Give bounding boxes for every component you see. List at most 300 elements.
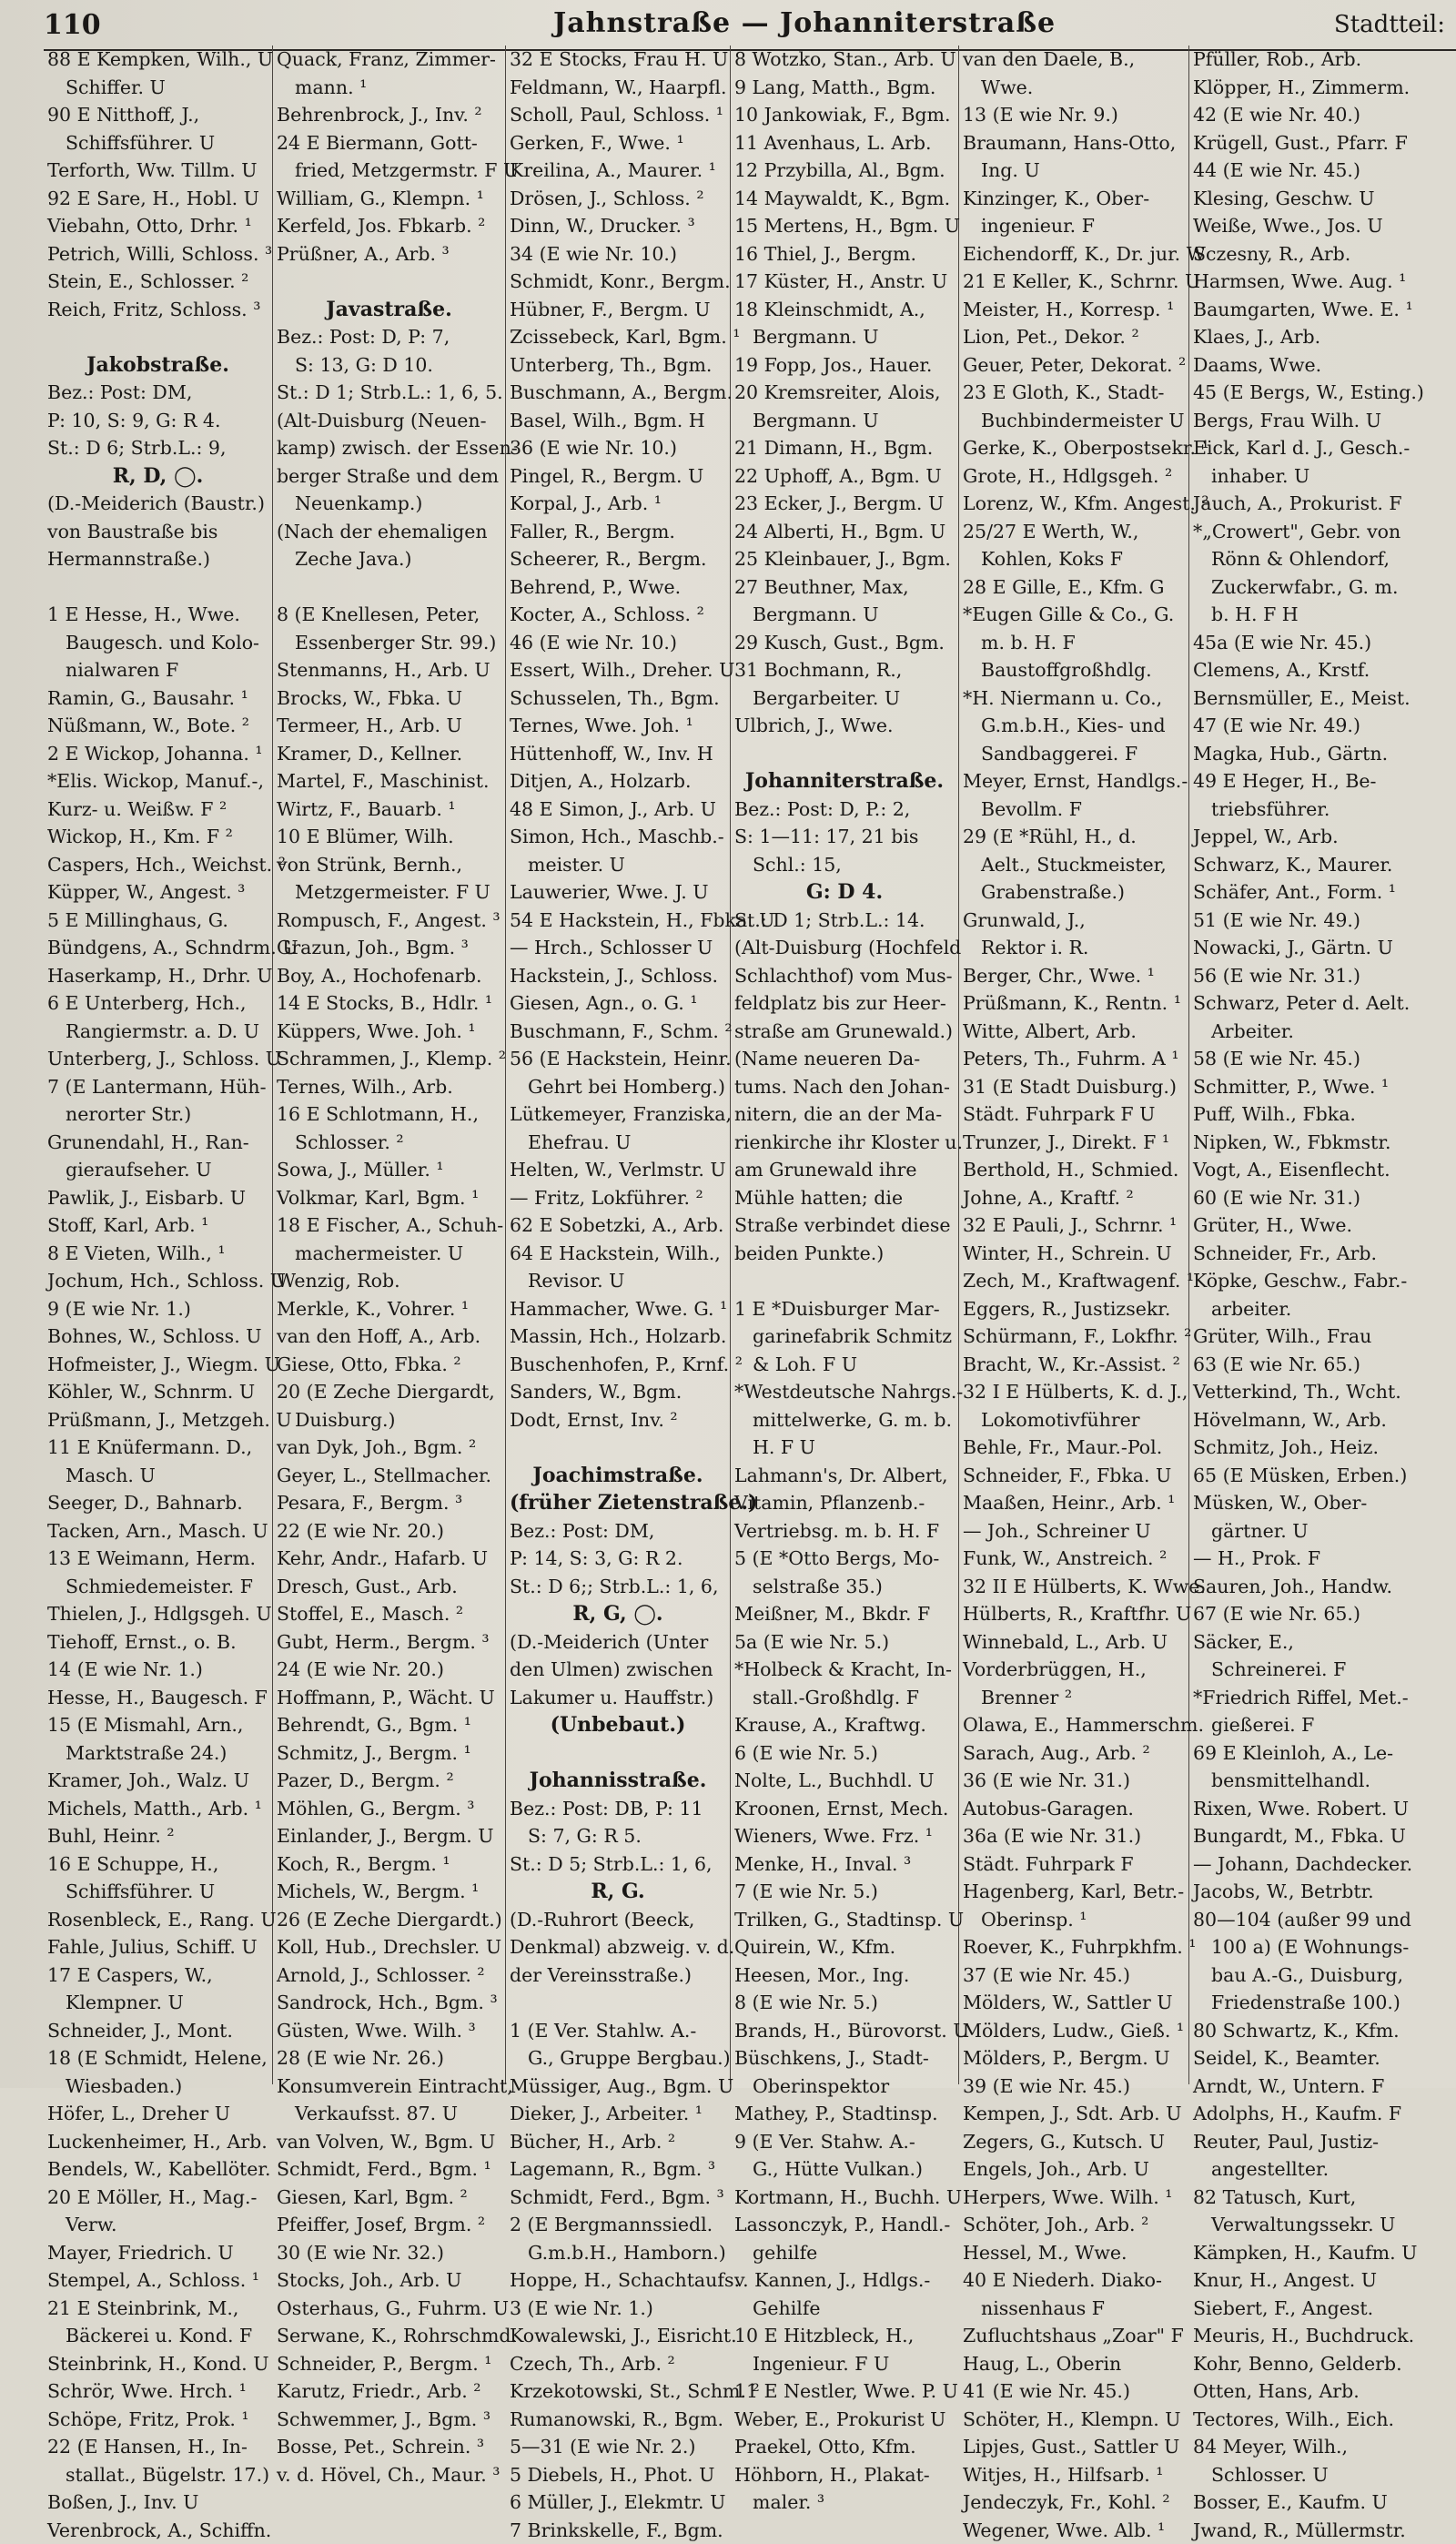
entry-line: — Fritz, Lokführer. ² xyxy=(510,1184,726,1212)
entry-line: Winter, H., Schrein. U xyxy=(963,1240,1185,1268)
entry-line: 22 (E wie Nr. 20.) xyxy=(277,1517,501,1546)
entry-line: Adolphs, H., Kaufm. F xyxy=(1193,2100,1452,2128)
entry-line: Vetterkind, Th., Wcht. xyxy=(1193,1378,1452,1406)
entry-line: 2 E Wickop, Johanna. ¹ xyxy=(47,740,268,768)
entry-line: Hessel, M., Wwe. xyxy=(963,2239,1185,2267)
entry-line: Boy, A., Hochofenarb. xyxy=(277,962,501,990)
entry-line: S: 13, G: D 10. xyxy=(277,351,501,380)
entry-line: 36 (E wie Nr. 10.) xyxy=(510,434,726,462)
entry-line: 3 (E wie Nr. 1.) xyxy=(510,2295,726,2323)
entry-line: G.m.b.H., Hamborn.) xyxy=(510,2239,726,2267)
entry-line: Bohnes, W., Schloss. U xyxy=(47,1323,268,1351)
entry-line: Schöpe, Fritz, Prok. ¹ xyxy=(47,2406,268,2434)
entry-line: 16 E Schuppe, H., xyxy=(47,1850,268,1879)
entry-line: Wickop, H., Km. F ² xyxy=(47,823,268,851)
entry-line: Schlosser. ² xyxy=(277,1129,501,1157)
entry-line: Behrend, P., Wwe. xyxy=(510,573,726,602)
entry-line: Kreilina, A., Maurer. ¹ xyxy=(510,157,726,185)
entry-line: Ulbrich, J., Wwe. xyxy=(734,712,955,740)
entry-line: nissenhaus F xyxy=(963,2295,1185,2323)
entry-line: Rangiermstr. a. D. U xyxy=(47,1018,268,1046)
entry-line: Vitamin, Pflanzenb.- xyxy=(734,1489,955,1517)
entry-line: van Dyk, Joh., Bgm. ² xyxy=(277,1434,501,1462)
entry-line: Metzgermeister. F U xyxy=(277,878,501,907)
entry-line: Wirtz, F., Bauarb. ¹ xyxy=(277,796,501,824)
entry-line: Steinbrink, H., Kond. U xyxy=(47,2350,268,2378)
entry-line: Prüßmann, K., Rentn. ¹ xyxy=(963,989,1185,1018)
entry-line: 15 Mertens, H., Bgm. U xyxy=(734,212,955,240)
entry-line: der Vereinsstraße.) xyxy=(510,1961,726,1990)
entry-line: 10 Jankowiak, F., Bgm. xyxy=(734,101,955,129)
entry-line: 56 (E Hackstein, Heinr. xyxy=(510,1045,726,1073)
entry-line: Bez.: Post: D, P: 7, xyxy=(277,323,501,351)
entry-line: Schreinerei. F xyxy=(1193,1656,1452,1684)
entry-line: Verwaltungssekr. U xyxy=(1193,2211,1452,2239)
entry-line: Ditjen, A., Holzarb. xyxy=(510,767,726,796)
entry-line: Terforth, Ww. Tillm. U xyxy=(47,157,268,185)
entry-line: Hövelmann, W., Arb. xyxy=(1193,1406,1452,1434)
entry-line: von Baustraße bis xyxy=(47,518,268,546)
entry-line: Köhler, W., Schnrm. U xyxy=(47,1378,268,1406)
entry-line: Weiße, Wwe., Jos. U xyxy=(1193,212,1452,240)
entry-line: Brands, H., Bürovorst. U xyxy=(734,2017,955,2045)
entry-line: 44 (E wie Nr. 45.) xyxy=(1193,157,1452,185)
entry-line: 5 (E *Otto Bergs, Mo- xyxy=(734,1545,955,1573)
entry-line: Knur, H., Angest. U xyxy=(1193,2266,1452,2295)
entry-line: rienkirche ihr Kloster u. xyxy=(734,1129,955,1157)
entry-line: Mayer, Friedrich. U xyxy=(47,2239,268,2267)
entry-line: Giese, Otto, Fbka. ² xyxy=(277,1351,501,1379)
entry-line: Witjes, H., Hilfsarb. ¹ xyxy=(963,2461,1185,2489)
entry-line: 47 (E wie Nr. 49.) xyxy=(1193,712,1452,740)
entry-line: Müsken, W., Ober- xyxy=(1193,1489,1452,1517)
entry-line: Lipjes, Gust., Sattler U xyxy=(963,2433,1185,2461)
entry-line: 32 E Pauli, J., Schrnr. ¹ xyxy=(963,1211,1185,1240)
entry-line: 8 Wotzko, Stan., Arb. U xyxy=(734,46,955,74)
column-3 xyxy=(506,46,731,2084)
entry-line: 9 (E Ver. Stahw. A.- xyxy=(734,2128,955,2156)
entry-line: 32 E Stocks, Frau H. U xyxy=(510,46,726,74)
entry-line: Jochum, Hch., Schloss. U xyxy=(47,1267,268,1295)
entry-line: Pazer, D., Bergm. ² xyxy=(277,1767,501,1795)
page-number: 110 xyxy=(44,9,101,41)
entry-line: Daams, Wwe. xyxy=(1193,351,1452,380)
entry-line: fried, Metzgermstr. F U xyxy=(277,157,501,185)
entry-line: Duisburg.) xyxy=(277,1406,501,1434)
entry-line: P: 10, S: 9, G: R 4. xyxy=(47,407,268,435)
entry-line: 7 (E Lantermann, Hüh- xyxy=(47,1073,268,1101)
entry-line: Bosser, E., Kaufm. U xyxy=(1193,2488,1452,2517)
section-heading: Javastraße. xyxy=(277,296,501,324)
entry-line: 9 (E wie Nr. 1.) xyxy=(47,1295,268,1323)
entry-line: 6 Müller, J., Elekmtr. U xyxy=(510,2488,726,2517)
entry-line: Reich, Fritz, Schloss. ³ xyxy=(47,296,268,324)
entry-line: Merkle, K., Vohrer. ¹ xyxy=(277,1295,501,1323)
entry-line: Berthold, H., Schmied. xyxy=(963,1156,1185,1184)
entry-line: Lokomotivführer xyxy=(963,1406,1185,1434)
entry-line xyxy=(510,1989,726,2017)
entry-line: Schrör, Wwe. Hrch. ¹ xyxy=(47,2377,268,2406)
entry-line: Stoffel, E., Masch. ² xyxy=(277,1600,501,1628)
entry-line: m. b. H. F xyxy=(963,629,1185,657)
entry-line: Termeer, H., Arb. U xyxy=(277,712,501,740)
entry-line: Dieker, J., Arbeiter. ¹ xyxy=(510,2100,726,2128)
entry-line: 11 E Knüfermann. D., xyxy=(47,1434,268,1462)
entry-line: 100 a) (E Wohnungs- xyxy=(1193,1933,1452,1961)
entry-line: Konsumverein Eintracht, xyxy=(277,2073,501,2101)
entry-line: Weber, E., Prokurist U xyxy=(734,2406,955,2434)
entry-line: Arbeiter. xyxy=(1193,1018,1452,1046)
entry-line: Drösen, J., Schloss. ² xyxy=(510,185,726,213)
entry-line: Luckenheimer, H., Arb. xyxy=(47,2128,268,2156)
entry-line: Buschenhofen, P., Krnf. ² xyxy=(510,1351,726,1379)
entry-line: Berger, Chr., Wwe. ¹ xyxy=(963,962,1185,990)
entry-line: 36 (E wie Nr. 31.) xyxy=(963,1767,1185,1795)
entry-line: Eichendorff, K., Dr. jur. W xyxy=(963,240,1185,269)
entry-line: 13 E Weimann, Herm. xyxy=(47,1545,268,1573)
entry-line: 9 Lang, Matth., Bgm. xyxy=(734,74,955,102)
entry-line: Lorenz, W., Kfm. Angest. ² xyxy=(963,490,1185,518)
entry-line: Jauch, A., Prokurist. F xyxy=(1193,490,1452,518)
section-heading: R, G, ◯. xyxy=(510,1600,726,1628)
entry-line: 5 E Millinghaus, G. xyxy=(47,907,268,935)
entry-line: Kerfeld, Jos. Fbkarb. ² xyxy=(277,212,501,240)
entry-line: 62 E Sobetzki, A., Arb. xyxy=(510,1211,726,1240)
entry-line: Verenbrock, A., Schiffn. xyxy=(47,2517,268,2544)
entry-line: 34 (E wie Nr. 10.) xyxy=(510,240,726,269)
entry-line: Bosse, Pet., Schrein. ³ xyxy=(277,2433,501,2461)
entry-line: Schöter, Joh., Arb. ² xyxy=(963,2211,1185,2239)
entry-line: Trunzer, J., Direkt. F ¹ xyxy=(963,1129,1185,1157)
entry-line: Faller, R., Bergm. xyxy=(510,518,726,546)
entry-line: Grüter, H., Wwe. xyxy=(1193,1211,1452,1240)
entry-line: Lauwerier, Wwe. J. U xyxy=(510,878,726,907)
entry-line: Kohr, Benno, Gelderb. xyxy=(1193,2350,1452,2378)
entry-line: Oberinspektor xyxy=(734,2073,955,2101)
entry-line: 18 Kleinschmidt, A., xyxy=(734,296,955,324)
entry-line: 65 (E Müsken, Erben.) xyxy=(1193,1462,1452,1490)
entry-line: Puff, Wilh., Fbka. xyxy=(1193,1100,1452,1129)
entry-line: Kämpken, H., Kaufm. U xyxy=(1193,2239,1452,2267)
section-heading: (Unbebaut.) xyxy=(510,1711,726,1739)
entry-line: 31 Bochmann, R., xyxy=(734,656,955,684)
entry-line: (D.-Ruhrort (Beeck, xyxy=(510,1906,726,1934)
entry-line: Lahmann's, Dr. Albert, xyxy=(734,1462,955,1490)
column-4 xyxy=(731,46,959,2084)
entry-line: maler. ³ xyxy=(734,2488,955,2517)
entry-line: *Elis. Wickop, Manuf.-, xyxy=(47,767,268,796)
entry-line: Rektor i. R. xyxy=(963,934,1185,962)
entry-line: Menke, H., Inval. ³ xyxy=(734,1850,955,1879)
entry-line: Jendeczyk, Fr., Kohl. ² xyxy=(963,2488,1185,2517)
entry-line: Ternes, Wwe. Joh. ¹ xyxy=(510,712,726,740)
entry-line: 26 (E Zeche Diergardt.) xyxy=(277,1906,501,1934)
entry-line: Nowacki, J., Gärtn. U xyxy=(1193,934,1452,962)
entry-line: 49 E Heger, H., Be- xyxy=(1193,767,1452,796)
entry-line: 45a (E wie Nr. 45.) xyxy=(1193,629,1452,657)
entry-line: Martel, F., Maschinist. xyxy=(277,767,501,796)
entry-line: Essert, Wilh., Dreher. U xyxy=(510,656,726,684)
entry-line: 20 Kremsreiter, Alois, xyxy=(734,379,955,407)
entry-line: Herpers, Wwe. Wilh. ¹ xyxy=(963,2184,1185,2212)
entry-line: gärtner. U xyxy=(1193,1517,1452,1546)
entry-line: *Westdeutsche Nahrgs.- xyxy=(734,1378,955,1406)
entry-line: van den Daele, B., xyxy=(963,46,1185,74)
entry-line: St.: D 5; Strb.L.: 1, 6, xyxy=(510,1850,726,1879)
entry-line: Hammacher, Wwe. G. ¹ xyxy=(510,1295,726,1323)
entry-line: Karutz, Friedr., Arb. ² xyxy=(277,2377,501,2406)
entry-line: 11 E Nestler, Wwe. P. U xyxy=(734,2377,955,2406)
entry-line: Hermannstraße.) xyxy=(47,545,268,573)
entry-line: Clemens, A., Krstf. xyxy=(1193,656,1452,684)
entry-line: Massin, Hch., Holzarb. xyxy=(510,1323,726,1351)
entry-line: Quack, Franz, Zimmer- xyxy=(277,46,501,74)
entry-line: 39 (E wie Nr. 45.) xyxy=(963,2073,1185,2101)
entry-line: 6 (E wie Nr. 5.) xyxy=(734,1739,955,1768)
entry-line: Mathey, P., Stadtinsp. xyxy=(734,2100,955,2128)
entry-line: 2 (E Bergmannssiedl. xyxy=(510,2211,726,2239)
entry-line: Geyer, L., Stellmacher. xyxy=(277,1462,501,1490)
entry-line: Bündgens, A., Schndrm. U xyxy=(47,934,268,962)
entry-line: 58 (E wie Nr. 45.) xyxy=(1193,1045,1452,1073)
entry-line: Bez.: Post: DB, P: 11 xyxy=(510,1795,726,1823)
entry-line: Grote, H., Hdlgsgeh. ² xyxy=(963,462,1185,491)
entry-line: Klempner. U xyxy=(47,1989,268,2017)
entry-line: van den Hoff, A., Arb. xyxy=(277,1323,501,1351)
entry-line: Wieners, Wwe. Frz. ¹ xyxy=(734,1822,955,1850)
entry-line: Sauren, Joh., Handw. xyxy=(1193,1573,1452,1601)
entry-line: Tiehoff, Ernst., o. B. xyxy=(47,1628,268,1657)
entry-line: Meyer, Ernst, Handlgs.- xyxy=(963,767,1185,796)
entry-line: Behrendt, G., Bgm. ¹ xyxy=(277,1711,501,1739)
entry-line: Jeppel, W., Arb. xyxy=(1193,823,1452,851)
entry-line: (D.-Meiderich (Unter xyxy=(510,1628,726,1657)
entry-line: Bergarbeiter. U xyxy=(734,684,955,713)
entry-line xyxy=(510,1739,726,1768)
entry-line: 18 E Fischer, A., Schuh- xyxy=(277,1211,501,1240)
entry-line: 82 Tatusch, Kurt, xyxy=(1193,2184,1452,2212)
entry-line: Korpal, J., Arb. ¹ xyxy=(510,490,726,518)
entry-line: meister. U xyxy=(510,851,726,879)
entry-line: 24 Alberti, H., Bgm. U xyxy=(734,518,955,546)
entry-line: Schiffsführer. U xyxy=(47,1878,268,1906)
entry-line: Autobus-Garagen. xyxy=(963,1795,1185,1823)
entry-line: Tectores, Wilh., Eich. xyxy=(1193,2406,1452,2434)
entry-line: Grabenstraße.) xyxy=(963,878,1185,907)
entry-line: Caspers, Hch., Weichst. ² xyxy=(47,851,268,879)
entry-line: Klaes, J., Arb. xyxy=(1193,323,1452,351)
entry-line: Sarach, Aug., Arb. ² xyxy=(963,1739,1185,1768)
entry-line: Brenner ² xyxy=(963,1684,1185,1712)
entry-line: (Alt-Duisburg (Hochfeld xyxy=(734,934,955,962)
entry-line: am Grunewald ihre xyxy=(734,1156,955,1184)
entry-line: feldplatz bis zur Heer- xyxy=(734,989,955,1018)
entry-line: 56 (E wie Nr. 31.) xyxy=(1193,962,1452,990)
section-heading: R, D, ◯. xyxy=(47,462,268,491)
entry-line: Sczesny, R., Arb. xyxy=(1193,240,1452,269)
entry-line: Seidel, K., Beamter. xyxy=(1193,2044,1452,2073)
entry-line: Bergs, Frau Wilh. U xyxy=(1193,407,1452,435)
entry-line: Schneider, Fr., Arb. xyxy=(1193,1240,1452,1268)
entry-line: G., Gruppe Bergbau.) xyxy=(510,2044,726,2073)
entry-line: Kocter, A., Schloss. ² xyxy=(510,601,726,629)
entry-line: Schneider, P., Bergm. ¹ xyxy=(277,2350,501,2378)
entry-line: Grunendahl, H., Ran- xyxy=(47,1129,268,1157)
entry-line: Essenberger Str. 99.) xyxy=(277,629,501,657)
entry-line: Masch. U xyxy=(47,1462,268,1490)
entry-line: Pfeiffer, Josef, Brgm. ² xyxy=(277,2211,501,2239)
entry-line: Volkmar, Karl, Bgm. ¹ xyxy=(277,1184,501,1212)
entry-line: 13 (E wie Nr. 9.) xyxy=(963,101,1185,129)
entry-line: Haserkamp, H., Drhr. U xyxy=(47,962,268,990)
entry-line: Höhborn, H., Plakat- xyxy=(734,2461,955,2489)
entry-line: Schneider, F., Fbka. U xyxy=(963,1462,1185,1490)
entry-line: Trilken, G., Stadtinsp. U xyxy=(734,1906,955,1934)
entry-line: Eick, Karl d. J., Gesch.- xyxy=(1193,434,1452,462)
entry-line: 60 (E wie Nr. 31.) xyxy=(1193,1184,1452,1212)
entry-line: Michels, W., Bergm. ¹ xyxy=(277,1878,501,1906)
entry-line: Schmidt, Konr., Bergm. xyxy=(510,268,726,296)
entry-line: S: 7, G: R 5. xyxy=(510,1822,726,1850)
entry-line: 19 Fopp, Jos., Hauer. xyxy=(734,351,955,380)
entry-line: 10 E Blümer, Wilh. xyxy=(277,823,501,851)
entry-line: 42 (E wie Nr. 40.) xyxy=(1193,101,1452,129)
entry-line: Bevollm. F xyxy=(963,796,1185,824)
entry-line: nitern, die an der Ma- xyxy=(734,1100,955,1129)
entry-line: Lion, Pet., Dekor. ² xyxy=(963,323,1185,351)
entry-line: Schrammen, J., Klemp. ² xyxy=(277,1045,501,1073)
entry-line: Osterhaus, G., Fuhrm. U xyxy=(277,2295,501,2323)
entry-line: Bergmann. U xyxy=(734,407,955,435)
entry-line: bau A.-G., Duisburg, xyxy=(1193,1961,1452,1990)
entry-line: Schmitz, Joh., Heiz. xyxy=(1193,1434,1452,1462)
entry-line: Magka, Hub., Gärtn. xyxy=(1193,740,1452,768)
entry-line: Prüßmann, J., Metzgeh. U xyxy=(47,1406,268,1434)
entry-line: 21 E Keller, K., Schrnr. U xyxy=(963,268,1185,296)
entry-line: Thielen, J., Hdlgsgeh. U xyxy=(47,1600,268,1628)
entry-line: Vertriebsg. m. b. H. F xyxy=(734,1517,955,1546)
columns-area xyxy=(44,46,1456,2084)
section-heading: (früher Zietenstraße.) xyxy=(510,1489,726,1517)
entry-line: Maaßen, Heinr., Arb. ¹ xyxy=(963,1489,1185,1517)
entry-line: (D.-Meiderich (Baustr.) xyxy=(47,490,268,518)
entry-line: Viebahn, Otto, Drhr. ¹ xyxy=(47,212,268,240)
entry-line: nialwaren F xyxy=(47,656,268,684)
entry-line: Dinn, W., Drucker. ³ xyxy=(510,212,726,240)
entry-line: Dodt, Ernst, Inv. ² xyxy=(510,1406,726,1434)
entry-line: Unterberg, J., Schloss. U xyxy=(47,1045,268,1073)
entry-line: Müssiger, Aug., Bgm. U xyxy=(510,2073,726,2101)
entry-line: Zegers, G., Kutsch. U xyxy=(963,2128,1185,2156)
entry-line xyxy=(510,1434,726,1462)
entry-line: Seeger, D., Bahnarb. xyxy=(47,1489,268,1517)
entry-line: 7 Brinkskelle, F., Bgm. xyxy=(510,2517,726,2544)
entry-line: Köpke, Geschw., Fabr.- xyxy=(1193,1267,1452,1295)
entry-line: Städt. Fuhrpark F xyxy=(963,1850,1185,1879)
entry-line: Bernsmüller, E., Meist. xyxy=(1193,684,1452,713)
entry-line: Güsten, Wwe. Wilh. ³ xyxy=(277,2017,501,2045)
entry-line: stallat., Bügelstr. 17.) xyxy=(47,2461,268,2489)
entry-line: H. F U xyxy=(734,1434,955,1462)
entry-line: 5 Diebels, H., Phot. U xyxy=(510,2461,726,2489)
entry-line: van Volven, W., Bgm. U xyxy=(277,2128,501,2156)
entry-line: Buhl, Heinr. ² xyxy=(47,1822,268,1850)
entry-line: Koll, Hub., Drechsler. U xyxy=(277,1933,501,1961)
entry-line: b. H. F H xyxy=(1193,601,1452,629)
section-heading: G: D 4. xyxy=(734,878,955,907)
entry-line: Bergmann. U xyxy=(734,323,955,351)
entry-line: Gerke, K., Oberpostsekr. ¹ xyxy=(963,434,1185,462)
section-heading: Johannisstraße. xyxy=(510,1767,726,1795)
entry-line: Vogt, A., Eisenflecht. xyxy=(1193,1156,1452,1184)
entry-line: 18 (E Schmidt, Helene, xyxy=(47,2044,268,2073)
entry-line: Wiesbaden.) xyxy=(47,2073,268,2101)
entry-line: *Holbeck & Kracht, In- xyxy=(734,1656,955,1684)
entry-line: Kramer, D., Kellner. xyxy=(277,740,501,768)
entry-line: Küpper, W., Angest. ³ xyxy=(47,878,268,907)
entry-line: 11 Avenhaus, L. Arb. xyxy=(734,129,955,157)
entry-line: Bez.: Post: DM, xyxy=(47,379,268,407)
entry-line: Kohlen, Koks F xyxy=(963,545,1185,573)
entry-line: bensmittelhandl. xyxy=(1193,1767,1452,1795)
entry-line: Bendels, W., Kabellöter. xyxy=(47,2155,268,2184)
entry-line: 29 Kusch, Gust., Bgm. xyxy=(734,629,955,657)
entry-line: Schiffsführer. U xyxy=(47,129,268,157)
entry-line: garinefabrik Schmitz xyxy=(734,1323,955,1351)
entry-line xyxy=(47,573,268,602)
entry-line: Otten, Hans, Arb. xyxy=(1193,2377,1452,2406)
entry-line: Schlosser. U xyxy=(1193,2461,1452,2489)
entry-line: Kortmann, H., Buchh. U xyxy=(734,2184,955,2212)
entry-line: Kinzinger, K., Ober- xyxy=(963,185,1185,213)
entry-line: Schwarz, Peter d. Aelt. xyxy=(1193,989,1452,1018)
entry-line: Bäckerei u. Kond. F xyxy=(47,2322,268,2350)
entry-line: St.: D 1; Strb.L.: 14. xyxy=(734,907,955,935)
entry-line: Meißner, M., Bkdr. F xyxy=(734,1600,955,1628)
entry-line: 27 Beuthner, Max, xyxy=(734,573,955,602)
entry-line: Sowa, J., Müller. ¹ xyxy=(277,1156,501,1184)
entry-line: Städt. Fuhrpark F U xyxy=(963,1100,1185,1129)
entry-line: Simon, Hch., Maschb.- xyxy=(510,823,726,851)
entry-line: 8 (E wie Nr. 5.) xyxy=(734,1989,955,2017)
entry-line: Braumann, Hans-Otto, xyxy=(963,129,1185,157)
entry-line: Oberinsp. ¹ xyxy=(963,1906,1185,1934)
entry-line: Stein, E., Schlosser. ² xyxy=(47,268,268,296)
entry-line: Rixen, Wwe. Robert. U xyxy=(1193,1795,1452,1823)
entry-line: 41 (E wie Nr. 45.) xyxy=(963,2377,1185,2406)
entry-line: kamp) zwisch. der Essen- xyxy=(277,434,501,462)
entry-line: Zech, M., Kraftwagenf. ¹ xyxy=(963,1267,1185,1295)
entry-line: 21 E Steinbrink, M., xyxy=(47,2295,268,2323)
entry-line: Olawa, E., Hammerschm. xyxy=(963,1711,1185,1739)
entry-line: 30 (E wie Nr. 32.) xyxy=(277,2239,501,2267)
entry-line: Schmitz, J., Bergm. ¹ xyxy=(277,1739,501,1768)
entry-line: 15 (E Mismahl, Arn., xyxy=(47,1711,268,1739)
entry-line: Mölders, W., Sattler U xyxy=(963,1989,1185,2017)
entry-line: Krügell, Gust., Pfarr. F xyxy=(1193,129,1452,157)
entry-line: Wegener, Wwe. Alb. ¹ xyxy=(963,2517,1185,2544)
entry-line: 45 (E Bergs, W., Esting.) xyxy=(1193,379,1452,407)
entry-line: 48 E Simon, J., Arb. U xyxy=(510,796,726,824)
entry-line: Hoppe, H., Schachtaufs. xyxy=(510,2266,726,2295)
entry-line: — Hrch., Schlosser U xyxy=(510,934,726,962)
entry-line: 24 E Biermann, Gott- xyxy=(277,129,501,157)
entry-line: Schl.: 15, xyxy=(734,851,955,879)
entry-line: Meister, H., Korresp. ¹ xyxy=(963,296,1185,324)
entry-line: Quirein, W., Kfm. xyxy=(734,1933,955,1961)
entry-line: Schiffer. U xyxy=(47,74,268,102)
entry-line: Schmiedemeister. F xyxy=(47,1573,268,1601)
